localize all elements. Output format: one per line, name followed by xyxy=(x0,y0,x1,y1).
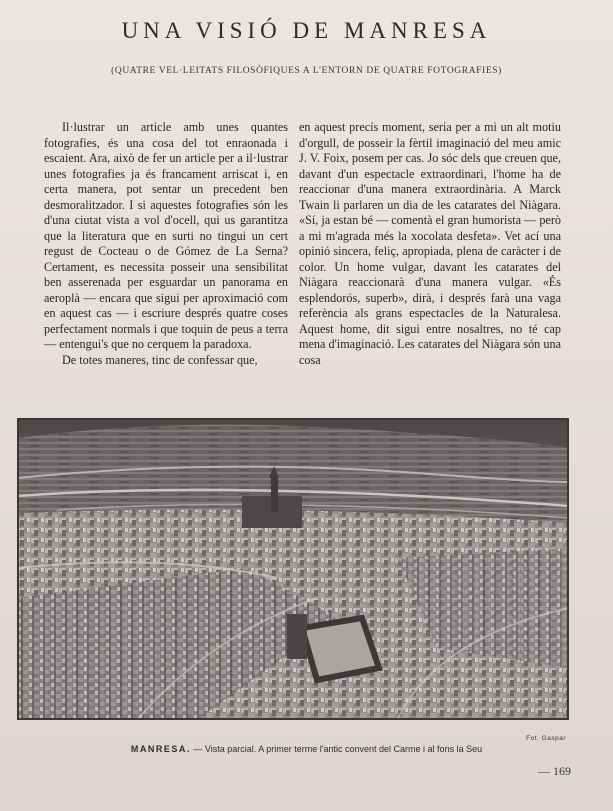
aerial-photograph xyxy=(17,418,569,720)
aerial-city-illustration xyxy=(17,418,569,720)
article-subtitle: (QUATRE VEL·LEITATS FILOSÒFIQUES A L'ENTORN DE QUATRE FOTOGRAFIES) xyxy=(111,66,502,76)
paragraph-continued: en aquest precís moment, seria per a mi un alt motiu d'orgull, de posseir la fèrtil imaginació del meu amic J. V. Foix, posem per cas. Jo sóc dels que creuen que, davant d'un espectacle extraordinari, l'home ha de reaccionar d'una manera extraordinària. A Marck Twain li parlaren un dia de les catarates del Niàgara. «Sí, ja estan bé — comentà el gran humorista — però a mi m'agrada més la xocolata desfeta». Vet ací una opinió sincera, feliç, apropiada, plena de caràcter i de color. Un home vulgar, davant les catarates del Niàgara reaccionarà d'una manera vulgar. «És esplendorós, superb», dirà, i després farà una vaga referència als grans espectacles de la Naturalesa. Aquest home, dit sigui entre nosaltres, no té cap mena d'imaginació. Les catarates del Niàgara són una cosa xyxy=(299,120,561,367)
text-column-right xyxy=(299,120,561,368)
photo-credit: Fot. Gaspar xyxy=(526,735,566,742)
page-number: — 169 xyxy=(538,764,571,778)
text-column-left xyxy=(44,120,288,368)
paragraph-1: Il·lustrar un article amb unes quantes fotografies, és una cosa del tot enraonada i escaient. Ara, això de fer un article per a il·lustrar unes fotografies ja és francament arriscat i, en certa manera, pot sentar un precedent ben desmoralitzador. I si aquestes fotografies són les d'una ciutat vista a vol d'ocell, qui us garantitza que la literatura que en surti no tingui un cert regust de Cocteau o de Gómez de La Serna? Certament, es necessita posseir una sensibilitat ben asserenada per esguardar un panorama en aeroplà — encara que sigui per aproximació com en aquest cas — i escriure després quatre coses perfectament normals i que toquin de peus a terra — entengui's que no cerquem la paradoxa. xyxy=(44,120,288,351)
paragraph-2: De totes maneres, tinc de confessar que, xyxy=(62,352,258,367)
article-title: UNA VISIÓ DE MANRESA xyxy=(121,18,492,43)
caption-place: MANRESA. xyxy=(130,744,191,754)
caption-text: — Vista parcial. A primer terme l'antic convent del Carme i al fons la Seu xyxy=(190,744,483,754)
photo-caption xyxy=(0,744,613,754)
